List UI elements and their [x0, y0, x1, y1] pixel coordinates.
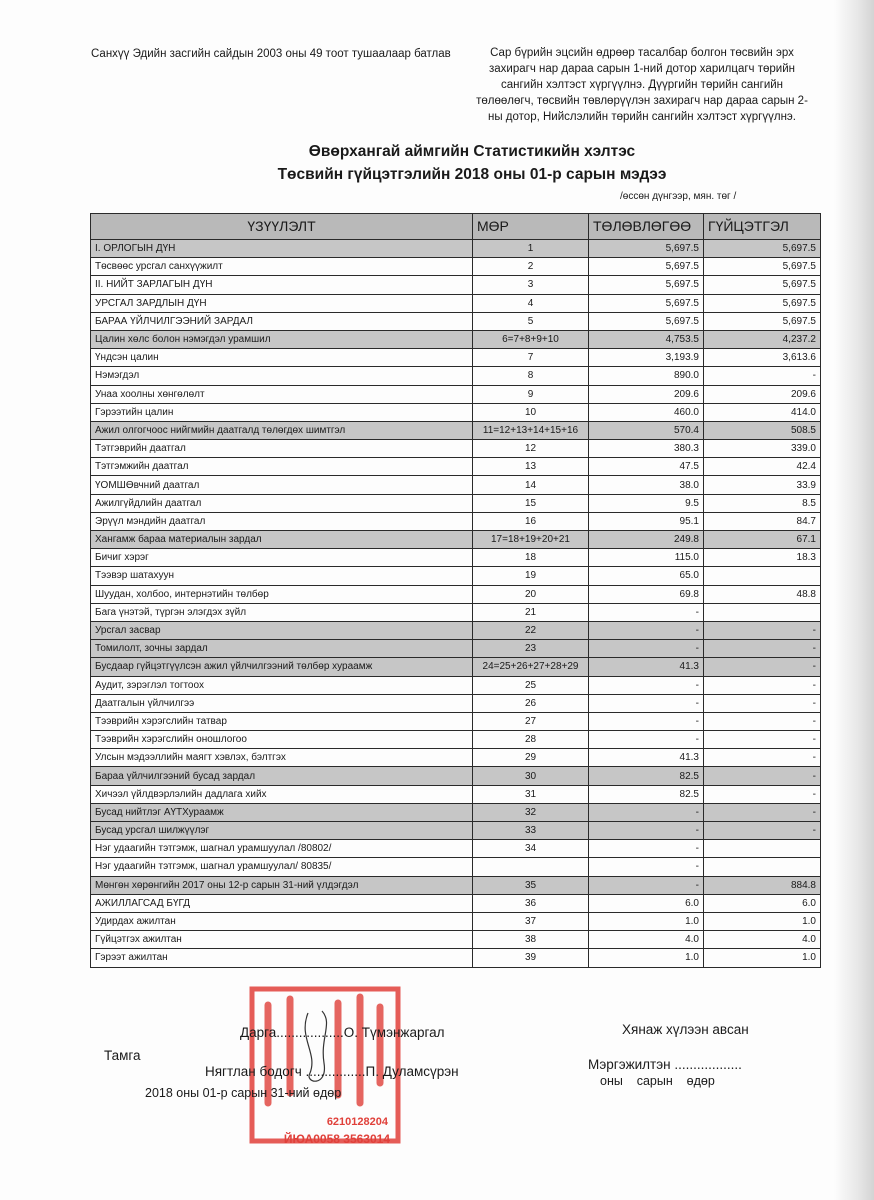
table-row	[91, 258, 821, 276]
plan-value: -	[589, 876, 704, 894]
row-label: Үндсэн цалин	[91, 349, 473, 367]
row-label: Гэрээтийн цалин	[91, 403, 473, 421]
row-number: 8	[473, 367, 589, 385]
instruction-line: ны дотор, Нийслэлийн төрийн сангийн хэлтэст хүргүүлнэ.	[488, 111, 796, 123]
plan-value: -	[589, 621, 704, 639]
row-number: 18	[473, 549, 589, 567]
table-row	[91, 858, 821, 876]
table-header-row	[91, 214, 821, 240]
seal-label: Тамга	[104, 1048, 141, 1063]
actual-value: -	[704, 822, 821, 840]
row-label: Хичээл үйлдвэрлэлийн дадлага хийх	[91, 785, 473, 803]
plan-value: -	[589, 603, 704, 621]
row-number: 19	[473, 567, 589, 585]
table-row	[91, 403, 821, 421]
row-label: Бусдаар гүйцэтгүүлсэн ажил үйлчилгээний төлбөр хураамж	[91, 658, 473, 676]
actual-value: 1.0	[704, 912, 821, 930]
row-label: Аудит, зэрэглэл тогтоох	[91, 676, 473, 694]
plan-value: -	[589, 640, 704, 658]
stamp-number-2: ЙЮА0058 3563014	[283, 1132, 390, 1146]
instruction-line: төлөөлөгч, төсвийн төвлөрүүлэн захирагч нар дараа сарын 2-	[476, 95, 808, 107]
actual-value: -	[704, 712, 821, 730]
row-number: 38	[473, 931, 589, 949]
document-title-org: Өвөрхангай аймгийн Статистикийн хэлтэс	[308, 143, 636, 160]
table-row	[91, 840, 821, 858]
director-signature-line: Дарга..................О. Түмэнжаргал	[240, 1025, 445, 1040]
row-label: АЖИЛЛАГСАД БҮГД	[91, 894, 473, 912]
row-number: 39	[473, 949, 589, 967]
plan-value: 5,697.5	[589, 312, 704, 330]
row-number: 29	[473, 749, 589, 767]
plan-value: 380.3	[589, 440, 704, 458]
row-label: Эрүүл мэндийн даатгал	[91, 512, 473, 530]
row-number: 17=18+19+20+21	[473, 531, 589, 549]
actual-value: 42.4	[704, 458, 821, 476]
row-number: 3	[473, 276, 589, 294]
row-number: 4	[473, 294, 589, 312]
actual-value: 3,613.6	[704, 349, 821, 367]
actual-value: 414.0	[704, 403, 821, 421]
table-row	[91, 912, 821, 930]
row-number: 34	[473, 840, 589, 858]
actual-value: -	[704, 658, 821, 676]
row-label: БАРАА ҮЙЛЧИЛГЭЭНИЙ ЗАРДАЛ	[91, 312, 473, 330]
row-label: Тэтгэмжийн даатгал	[91, 458, 473, 476]
plan-value: 5,697.5	[589, 258, 704, 276]
row-label: Тээвэр шатахуун	[91, 567, 473, 585]
instruction-line: Сар бүрийн эцсийн өдрөөр тасалбар болгон төсвийн эрх	[490, 47, 794, 59]
plan-value: -	[589, 694, 704, 712]
row-number: 28	[473, 731, 589, 749]
row-label: Даатгалын үйлчилгээ	[91, 694, 473, 712]
actual-value: 508.5	[704, 421, 821, 439]
row-label: Хангамж бараа материалын зардал	[91, 531, 473, 549]
actual-value: 4.0	[704, 931, 821, 949]
row-label: Цалин хөлс болон нэмэгдэл урамшил	[91, 330, 473, 348]
row-number: 1	[473, 240, 589, 258]
row-label: Улсын мэдээллийн маягт хэвлэх, бэлтгэх	[91, 749, 473, 767]
row-label: Төсвөөс урсгал санхүүжилт	[91, 258, 473, 276]
row-label: ҮОМШӨвчний даатгал	[91, 476, 473, 494]
table-row	[91, 676, 821, 694]
table-row	[91, 440, 821, 458]
row-label: Бусад урсгал шилжүүлэг	[91, 822, 473, 840]
actual-value	[704, 567, 821, 585]
table-row	[91, 694, 821, 712]
plan-value: 5,697.5	[589, 294, 704, 312]
actual-value: -	[704, 676, 821, 694]
plan-value: 9.5	[589, 494, 704, 512]
row-number: 6=7+8+9+10	[473, 330, 589, 348]
plan-value: 4,753.5	[589, 330, 704, 348]
actual-value: -	[704, 367, 821, 385]
row-number: 32	[473, 803, 589, 821]
row-number: 15	[473, 494, 589, 512]
table-row	[91, 494, 821, 512]
row-number	[473, 858, 589, 876]
row-number: 10	[473, 403, 589, 421]
review-block	[588, 1022, 749, 1088]
row-number: 25	[473, 676, 589, 694]
actual-value: 5,697.5	[704, 294, 821, 312]
plan-value: -	[589, 858, 704, 876]
row-label: Бусад нийтлэг АҮТХураамж	[91, 803, 473, 821]
row-label: I. ОРЛОГЫН ДҮН	[91, 240, 473, 258]
plan-value: -	[589, 731, 704, 749]
actual-value: 5,697.5	[704, 276, 821, 294]
plan-value: -	[589, 712, 704, 730]
document-title-report: Төсвийн гүйцэтгэлийн 2018 оны 01-р сарын мэдээ	[277, 166, 667, 183]
row-label: Шуудан, холбоо, интернэтийн төлбөр	[91, 585, 473, 603]
row-label: Нэг удаагийн тэтгэмж, шагнал урамшуулал /80802/	[91, 840, 473, 858]
row-number: 11=12+13+14+15+16	[473, 421, 589, 439]
row-label: Урсгал засвар	[91, 621, 473, 639]
row-number: 13	[473, 458, 589, 476]
plan-value: -	[589, 676, 704, 694]
table-row	[91, 803, 821, 821]
table-row	[91, 712, 821, 730]
row-label: Удирдах ажилтан	[91, 912, 473, 930]
table-row	[91, 240, 821, 258]
actual-value: 8.5	[704, 494, 821, 512]
table-row	[91, 421, 821, 439]
row-label: Бараа үйлчилгээний бусад зардал	[91, 767, 473, 785]
row-number: 2	[473, 258, 589, 276]
row-label: Гүйцэтгэх ажилтан	[91, 931, 473, 949]
row-label: Ажилгүйдлийн даатгал	[91, 494, 473, 512]
actual-value: -	[704, 694, 821, 712]
table-row	[91, 531, 821, 549]
actual-value: 5,697.5	[704, 312, 821, 330]
table-row	[91, 476, 821, 494]
plan-value: 38.0	[589, 476, 704, 494]
actual-value: 339.0	[704, 440, 821, 458]
plan-value: 41.3	[589, 749, 704, 767]
plan-value: -	[589, 803, 704, 821]
row-label: Бага үнэтэй, түргэн элэгдэх зүйл	[91, 603, 473, 621]
approval-note: Санхүү Эдийн засгийн сайдын 2003 оны 49 тоот тушаалаар батлав	[91, 48, 451, 60]
actual-value: 5,697.5	[704, 258, 821, 276]
row-number: 7	[473, 349, 589, 367]
instruction-line: захирагч нар дараа сарын 1-ний дотор харилцагч төрийн	[489, 63, 795, 75]
row-number: 16	[473, 512, 589, 530]
row-label: Нэмэгдэл	[91, 367, 473, 385]
row-number: 35	[473, 876, 589, 894]
actual-value: 4,237.2	[704, 330, 821, 348]
plan-value: 41.3	[589, 658, 704, 676]
row-label: Бичиг хэрэг	[91, 549, 473, 567]
table-row	[91, 640, 821, 658]
row-number: 27	[473, 712, 589, 730]
row-number: 37	[473, 912, 589, 930]
row-label: Нэг удаагийн тэтгэмж, шагнал урамшуулал/ 80835/	[91, 858, 473, 876]
stamp-number-1: 6210128204	[326, 1116, 388, 1128]
row-label: Томилолт, зочны зардал	[91, 640, 473, 658]
actual-value: -	[704, 749, 821, 767]
table-row	[91, 367, 821, 385]
actual-value: -	[704, 640, 821, 658]
table-row	[91, 767, 821, 785]
table-row	[91, 349, 821, 367]
actual-value: 6.0	[704, 894, 821, 912]
table-row	[91, 585, 821, 603]
actual-value	[704, 603, 821, 621]
row-number: 5	[473, 312, 589, 330]
table-row	[91, 658, 821, 676]
table-row	[91, 294, 821, 312]
row-number: 23	[473, 640, 589, 658]
row-number: 20	[473, 585, 589, 603]
budget-table	[90, 213, 821, 968]
plan-value: 4.0	[589, 931, 704, 949]
plan-value: 65.0	[589, 567, 704, 585]
row-label: Тээврийн хэрэгслийн оношлогоо	[91, 731, 473, 749]
table-row	[91, 749, 821, 767]
table-row	[91, 822, 821, 840]
actual-value	[704, 858, 821, 876]
plan-value: -	[589, 822, 704, 840]
table-row	[91, 894, 821, 912]
table-row	[91, 603, 821, 621]
row-label: Мөнгөн хөрөнгийн 2017 оны 12-р сарын 31-ний үлдэгдэл	[91, 876, 473, 894]
row-number: 33	[473, 822, 589, 840]
instruction-note	[474, 45, 810, 125]
actual-value: 884.8	[704, 876, 821, 894]
review-date-blank: оны сарын өдөр	[600, 1074, 715, 1088]
row-number: 9	[473, 385, 589, 403]
actual-value: 209.6	[704, 385, 821, 403]
instruction-line: сангийн хэлтэст хүргүүлнэ. Дүүргийн төрийн сангийн	[500, 79, 784, 91]
actual-value: -	[704, 803, 821, 821]
plan-value: 3,193.9	[589, 349, 704, 367]
plan-value: 249.8	[589, 531, 704, 549]
plan-value: 69.8	[589, 585, 704, 603]
row-number: 12	[473, 440, 589, 458]
accountant-signature-line: Нягтлан бодогч ................П. Дуламсүрэн	[205, 1064, 459, 1079]
actual-value: -	[704, 621, 821, 639]
table-row	[91, 621, 821, 639]
row-number: 30	[473, 767, 589, 785]
row-number: 26	[473, 694, 589, 712]
row-label: II. НИЙТ ЗАРЛАГЫН ДҮН	[91, 276, 473, 294]
table-row	[91, 567, 821, 585]
actual-value: 84.7	[704, 512, 821, 530]
plan-value: 1.0	[589, 949, 704, 967]
column-header-actual: ГҮЙЦЭТГЭЛ	[704, 214, 821, 240]
table-row	[91, 785, 821, 803]
table-row	[91, 458, 821, 476]
table-row	[91, 931, 821, 949]
table-row	[91, 549, 821, 567]
table-row	[91, 949, 821, 967]
actual-value: -	[704, 767, 821, 785]
plan-value: 209.6	[589, 385, 704, 403]
actual-value: 18.3	[704, 549, 821, 567]
plan-value: -	[589, 840, 704, 858]
plan-value: 890.0	[589, 367, 704, 385]
row-label: Унаа хоолны хөнгөлөлт	[91, 385, 473, 403]
table-row	[91, 330, 821, 348]
actual-value: 48.8	[704, 585, 821, 603]
plan-value: 95.1	[589, 512, 704, 530]
column-header-indicator: ҮЗҮҮЛЭЛТ	[91, 214, 473, 240]
plan-value: 82.5	[589, 767, 704, 785]
column-header-row-number: МӨР	[473, 214, 589, 240]
actual-value: 33.9	[704, 476, 821, 494]
actual-value: 1.0	[704, 949, 821, 967]
column-header-plan: ТӨЛӨВЛӨГӨӨ	[589, 214, 704, 240]
reviewed-label: Хянаж хүлээн авсан	[622, 1022, 749, 1037]
table-row	[91, 876, 821, 894]
plan-value: 47.5	[589, 458, 704, 476]
table-row	[91, 276, 821, 294]
row-label: Тээврийн хэрэгслийн татвар	[91, 712, 473, 730]
plan-value: 5,697.5	[589, 240, 704, 258]
row-label: Тэтгэврийн даатгал	[91, 440, 473, 458]
row-label: Ажил олгогчоос нийгмийн даатгалд төлөгдөх шимтгэл	[91, 421, 473, 439]
unit-note: /өссөн дүнгээр, мян. төг /	[620, 191, 737, 202]
table-row	[91, 385, 821, 403]
table-row	[91, 731, 821, 749]
plan-value: 6.0	[589, 894, 704, 912]
plan-value: 460.0	[589, 403, 704, 421]
row-number: 36	[473, 894, 589, 912]
plan-value: 1.0	[589, 912, 704, 930]
table-row	[91, 512, 821, 530]
plan-value: 115.0	[589, 549, 704, 567]
row-number: 14	[473, 476, 589, 494]
plan-value: 5,697.5	[589, 276, 704, 294]
specialist-line: Мэргэжилтэн ..................	[588, 1057, 742, 1072]
plan-value: 82.5	[589, 785, 704, 803]
plan-value: 570.4	[589, 421, 704, 439]
row-number: 22	[473, 621, 589, 639]
row-number: 21	[473, 603, 589, 621]
actual-value: -	[704, 785, 821, 803]
actual-value	[704, 840, 821, 858]
row-label: УРСГАЛ ЗАРДЛЫН ДҮН	[91, 294, 473, 312]
table-row	[91, 312, 821, 330]
actual-value: 67.1	[704, 531, 821, 549]
row-label: Гэрээт ажилтан	[91, 949, 473, 967]
actual-value: -	[704, 731, 821, 749]
actual-value: 5,697.5	[704, 240, 821, 258]
report-date: 2018 оны 01-р сарын 31-ний өдөр	[145, 1086, 342, 1100]
row-number: 24=25+26+27+28+29	[473, 658, 589, 676]
row-number: 31	[473, 785, 589, 803]
